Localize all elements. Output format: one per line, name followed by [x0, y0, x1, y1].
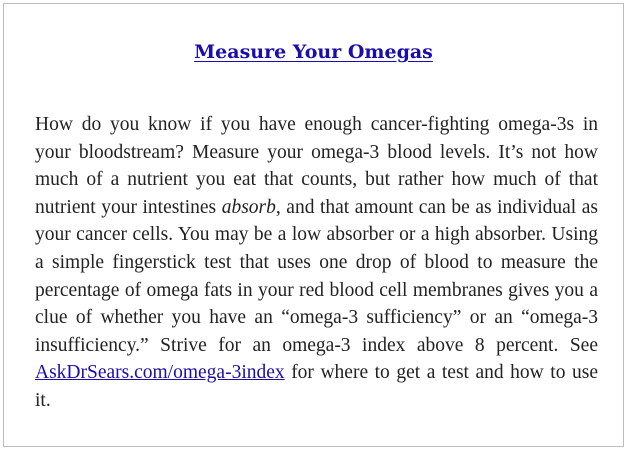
sidebar-box	[3, 3, 624, 447]
title-link[interactable]: Measure Your Omegas	[194, 41, 433, 63]
paragraph-text-3: for where to get a test and how to use it.	[35, 362, 598, 411]
body-paragraph	[35, 111, 598, 415]
paragraph-text-2: , and that amount can be as individual as your cancer cells. You may be a low absorber or a high absorber. Using a simple fingerstick test that uses one drop of blood to measure the percentage of omega fats in your red blood cell membranes gives you a clue of whether you have an “omega-3 sufficiency” or an “omega-3 insufficiency.” Strive for an omega-3 index above 8 percent. See	[35, 196, 598, 356]
emphasis-absorb: absorb	[221, 196, 276, 218]
box-title	[4, 40, 623, 64]
paragraph-text-1: How do you know if you have enough cancer-fighting omega-3s in your bloodstream? Measure your omega-3 blood levels. It’s not how much of a nutrient you eat that counts, but rather how much of that nutrient your intestines	[35, 114, 598, 218]
omega-3-index-link[interactable]: AskDrSears.com/omega-3index	[35, 362, 285, 384]
